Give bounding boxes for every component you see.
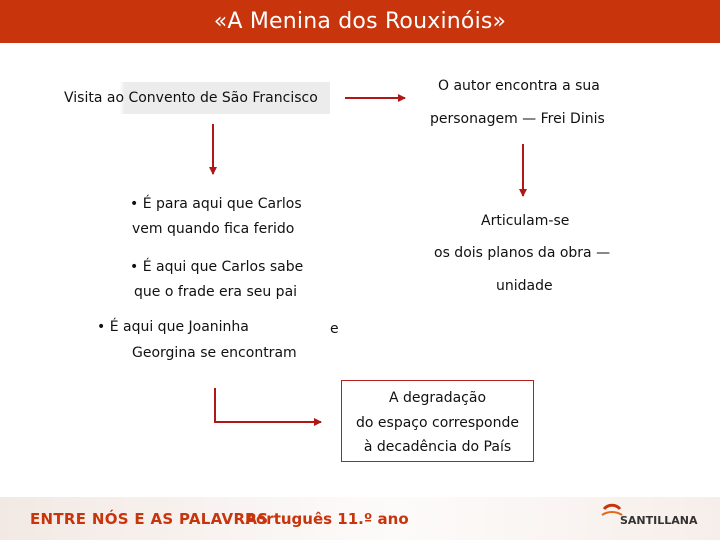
right-line-5: unidade xyxy=(496,278,553,294)
right-line-2: personagem — Frei Dinis xyxy=(430,111,605,127)
bullet-2-line-2: que o frade era seu pai xyxy=(134,284,298,300)
footer-subject: Português 11.º ano xyxy=(245,510,409,528)
result-line-3: à decadência do País xyxy=(363,439,512,455)
right-line-1: O autor encontra a sua xyxy=(438,78,600,94)
bullet-1-line-2: vem quando fica ferido xyxy=(132,221,295,237)
footer-logo-text: SANTILLANA xyxy=(620,514,698,527)
result-line-2: do espaço corresponde xyxy=(356,415,519,431)
bullet-3-line-2: Georgina se encontram xyxy=(132,345,297,361)
arrow-bullets-to-result xyxy=(215,388,321,422)
right-line-4: os dois planos da obra — xyxy=(434,245,611,261)
result-line-1: A degradação xyxy=(388,390,487,406)
right-line-3: Articulam-se xyxy=(481,213,570,229)
page-title: «A Menina dos Rouxinóis» xyxy=(213,9,507,34)
start-label: Visita ao Convento de São Francisco xyxy=(64,90,318,106)
bullet-1-line-1: • É para aqui que Carlos xyxy=(130,196,302,212)
footer-brand: ENTRE NÓS E AS PALAVRAS xyxy=(30,510,269,528)
bullet-3-line-1: • É aqui que Joaninha xyxy=(97,319,249,335)
connector-e: e xyxy=(330,321,339,337)
bullet-2-line-1: • É aqui que Carlos sabe xyxy=(130,259,304,275)
